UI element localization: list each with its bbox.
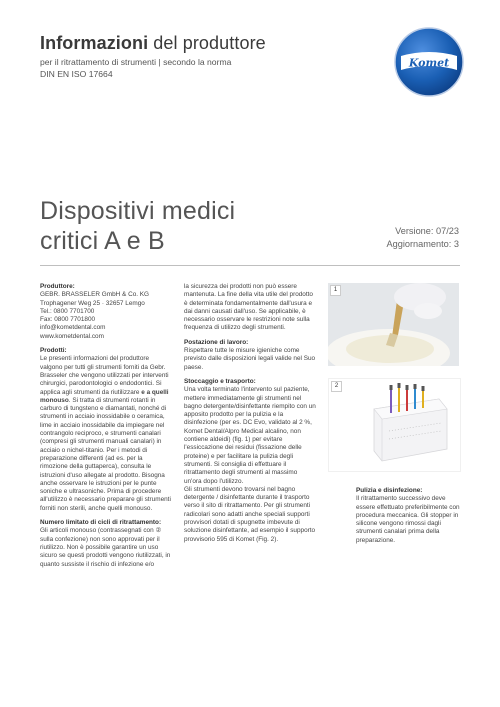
- komet-logo-text: Komet: [408, 56, 450, 70]
- komet-logo: [393, 26, 465, 98]
- header-subtitle-line1: per il ritrattamento di strumenti | secondo la norma: [40, 57, 232, 67]
- continued-text: la sicurezza dei prodotti non può essere mantenuta. La fine della vita utile del prodotto è determinata fondamentalmente dall'usura e dai danni causati dall'uso. Se applicabile, è necessario osservare le restrizioni note sulla frequenza di utilizzo degli strumenti.: [184, 283, 313, 332]
- workplace-heading: Postazione di lavoro:: [184, 338, 249, 346]
- products-text-pre: Le presenti informazioni del produttore valgono per tutti gli strumenti forniti da Gebr. Brasseler che vengono utilizzati per interventi chirurgici, parodontologici o endodontici. Si applica agli strumenti da riutilizzare: [40, 355, 169, 396]
- document-title-line2: critici A e B: [40, 227, 165, 255]
- figure-2-illustration: [329, 379, 460, 471]
- document-title: [40, 196, 235, 256]
- column-right: [356, 487, 464, 551]
- cycles-text: Gli articoli monouso (contrassegnati con ② sulla confezione) non sono approvati per il riutilizzo. Non è possibile garantire un uso sicuro se questi prodotti vengono riutilizzati, in quanto sussiste il rischio di infezione e/o: [40, 527, 171, 568]
- column-middle: [184, 283, 316, 544]
- header-title: [40, 33, 266, 54]
- header-title-rest: del produttore: [148, 33, 266, 53]
- cycles-section: [40, 519, 172, 569]
- cycles-heading: Numero limitato di cicli di ritrattamento:: [40, 519, 162, 527]
- header-subtitle: [40, 56, 231, 80]
- header-subtitle-line2: DIN EN ISO 17664: [40, 69, 113, 79]
- producer-line: Trophagener Weg 25 · 32657 Lemgo: [40, 299, 145, 307]
- column-left: [40, 283, 172, 575]
- update-label: Aggiornamento: 3: [386, 239, 459, 249]
- workplace-section: [184, 339, 316, 372]
- producer-website[interactable]: www.kometdental.com: [40, 332, 104, 340]
- divider: [40, 265, 460, 266]
- workplace-text: Rispettare tutte le misure igieniche come previsto dalle disposizioni legali valide nel Suo paese.: [184, 347, 316, 371]
- products-section: [40, 347, 172, 513]
- cleaning-text: Il ritrattamento successivo deve essere effettuato preferibilmente con procedura meccanica. Gli stopper in silicone vengono rimossi dagli strumenti canalari prima della preparazione.: [356, 495, 460, 544]
- products-heading: Prodotti:: [40, 347, 67, 355]
- producer-line: GEBR. BRASSELER GmbH & Co. KG: [40, 291, 150, 299]
- figure-2-number: 2: [331, 381, 342, 392]
- figure-1-number: 1: [330, 285, 341, 296]
- cleaning-heading: Pulizia e disinfezione:: [356, 487, 423, 494]
- document-title-line1: Dispositivi medici: [40, 197, 236, 225]
- storage-section: [184, 378, 316, 544]
- producer-section: [40, 283, 172, 341]
- version-label: Versione: 07/23: [395, 226, 459, 236]
- figure-1-illustration: [328, 283, 459, 366]
- products-text-post: . Si tratta di strumenti rotanti in carburo di tungsteno e diamantati, nonché di strumenti in acciaio inossidabile o ceramica, lime in acciaio inossidabile da impiegare nel contrangolo reciproco, e strumenti canalari (compresi gli strumenti manuali canalari) in acciaio o nichel-titanio. Per i metodi di preparazione differenti (ad es. per la rimozione della guttaperca), consulta le istruzioni d'uso allegate al prodotto. Bisogna anche osservare le istruzioni per le punte soniche e ultrasoniche. Prima di procedere all'utilizzo è necessario preparare gli strumenti forniti non sterili, anche quelli monouso.: [40, 396, 171, 512]
- storage-text-2: Gli strumenti devono trovarsi nel bagno detergente / disinfettante durante il trasporto verso il sito di ritrattamento. Per gli strumenti radicolari sono adatti anche speciali supporti provvisori dotati di spugnette imbevute di soluzione disinfettante, ad esempio il supporto provvisorio 595 di Komet (Fig. 2).: [184, 485, 316, 543]
- producer-heading: Produttore:: [40, 283, 75, 290]
- cleaning-section: [356, 487, 464, 545]
- producer-line: Tel.: 0800 7701700: [40, 307, 95, 315]
- figure-1-image: [328, 283, 459, 366]
- producer-email[interactable]: info@kometdental.com: [40, 324, 106, 332]
- storage-text: Una volta terminato l'intervento sul paziente, mettere immediatamente gli strumenti nel bagno detergente/disinfettante riempito con un apposito prodotto per la pulizia e la disinfezione (per es. DC Evo, validato al 2 %, Komet Dental/Alpro Medical alcalino, non contiene aldeidi) (fig. 1) per evitare l'essiccazione dei residui (fissazione delle proteine) e per facilitare la pulizia degli strumenti. Si consiglia di effettuare il ritrattamento degli strumenti al massimo un'ora dopo l'utilizzo.: [184, 386, 316, 485]
- header-title-bold: Informazioni: [40, 33, 149, 53]
- figure-2-image: [328, 378, 461, 472]
- products-text-bold: e a quelli monouso: [40, 388, 169, 404]
- producer-line: Fax: 0800 7701800: [40, 316, 96, 324]
- version-block: [386, 225, 459, 251]
- storage-heading: Stoccaggio e trasporto:: [184, 377, 256, 385]
